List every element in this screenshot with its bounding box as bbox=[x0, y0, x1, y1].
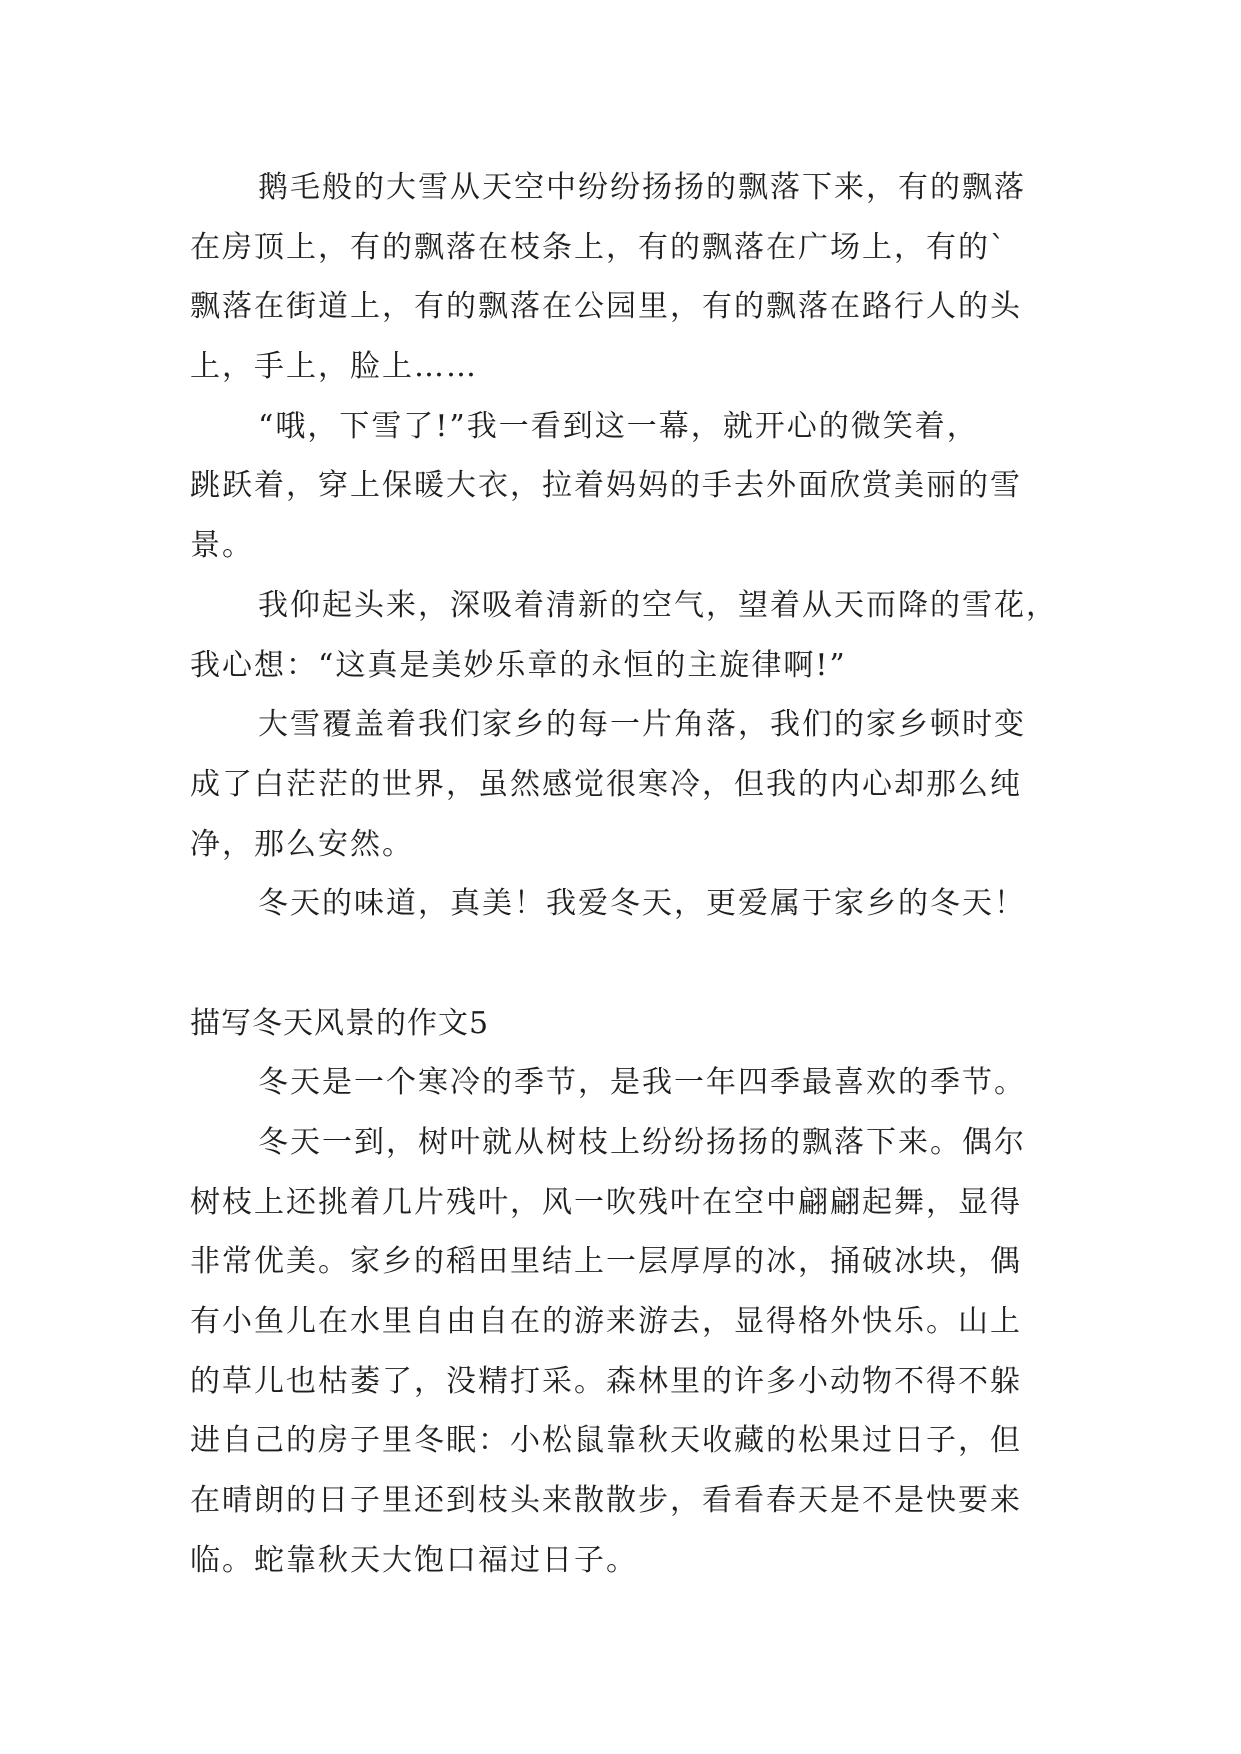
paragraph-3-line-2: 我心想：“这真是美妙乐章的永恒的主旋律啊!” bbox=[190, 647, 847, 683]
paragraph-2-line-1: “哦，下雪了!”我一看到这一幕，就开心的微笑着， bbox=[258, 408, 979, 444]
paragraph-2-line-3: 景。 bbox=[190, 528, 254, 564]
blank-line bbox=[190, 934, 1070, 994]
paragraph-2-line-2: 跳跃着，穿上保暖大衣，拉着妈妈的手去外面欣赏美丽的雪 bbox=[190, 468, 1022, 504]
paragraph-1-line-1: 鹅毛般的大雪从天空中纷纷扬扬的飘落下来，有的飘落 bbox=[258, 170, 1026, 205]
paragraph-5-line-1: 冬天的味道，真美！我爱冬天，更爱属于家乡的冬天！ bbox=[258, 886, 1026, 922]
paragraph-7-line-6: 进自己的房子里冬眠：小松鼠靠秋天收藏的松果过日子，但 bbox=[190, 1423, 1022, 1459]
paragraph-3-line-1: 我仰起头来，深吸着清新的空气，望着从天而降的雪花， bbox=[258, 587, 1058, 623]
paragraph-7-line-1: 冬天一到，树叶就从树枝上纷纷扬扬的飘落下来。偶尔 bbox=[258, 1125, 1026, 1160]
paragraph-4-line-2: 成了白茫茫的世界，虽然感觉很寒冷，但我的内心却那么纯 bbox=[190, 766, 1022, 802]
paragraph-1-line-3: 飘落在街道上，有的飘落在公园里，有的飘落在路行人的头 bbox=[190, 289, 1022, 325]
section-heading: 描写冬天风景的作文5 bbox=[190, 1005, 490, 1041]
paragraph-6-line-1: 冬天是一个寒冷的季节，是我一年四季最喜欢的季节。 bbox=[258, 1065, 1026, 1101]
paragraph-7-line-7: 在晴朗的日子里还到枝头来散散步，看看春天是不是快要来 bbox=[190, 1483, 1022, 1519]
paragraph-7-line-5: 的草儿也枯萎了，没精打采。森林里的许多小动物不得不躲 bbox=[190, 1363, 1022, 1399]
paragraph-1-line-2: 在房顶上，有的飘落在枝条上，有的飘落在广场上，有的` bbox=[190, 229, 1007, 265]
paragraph-4-line-1: 大雪覆盖着我们家乡的每一片角落，我们的家乡顿时变 bbox=[258, 707, 1026, 743]
paragraph-7-line-2: 树枝上还挑着几片残叶，风一吹残叶在空中翩翩起舞，显得 bbox=[190, 1184, 1022, 1220]
paragraph-4-line-3: 净，那么安然。 bbox=[190, 826, 414, 862]
paragraph-7-line-4: 有小鱼儿在水里自由自在的游来游去，显得格外快乐。山上 bbox=[190, 1304, 1022, 1340]
document-body bbox=[190, 158, 1070, 1591]
paragraph-7-line-8: 临。蛇靠秋天大饱口福过日子。 bbox=[190, 1542, 638, 1578]
paragraph-1-line-4: 上，手上，脸上…… bbox=[190, 349, 478, 385]
paragraph-7-line-3: 非常优美。家乡的稻田里结上一层厚厚的冰，捅破冰块，偶 bbox=[190, 1244, 1022, 1280]
